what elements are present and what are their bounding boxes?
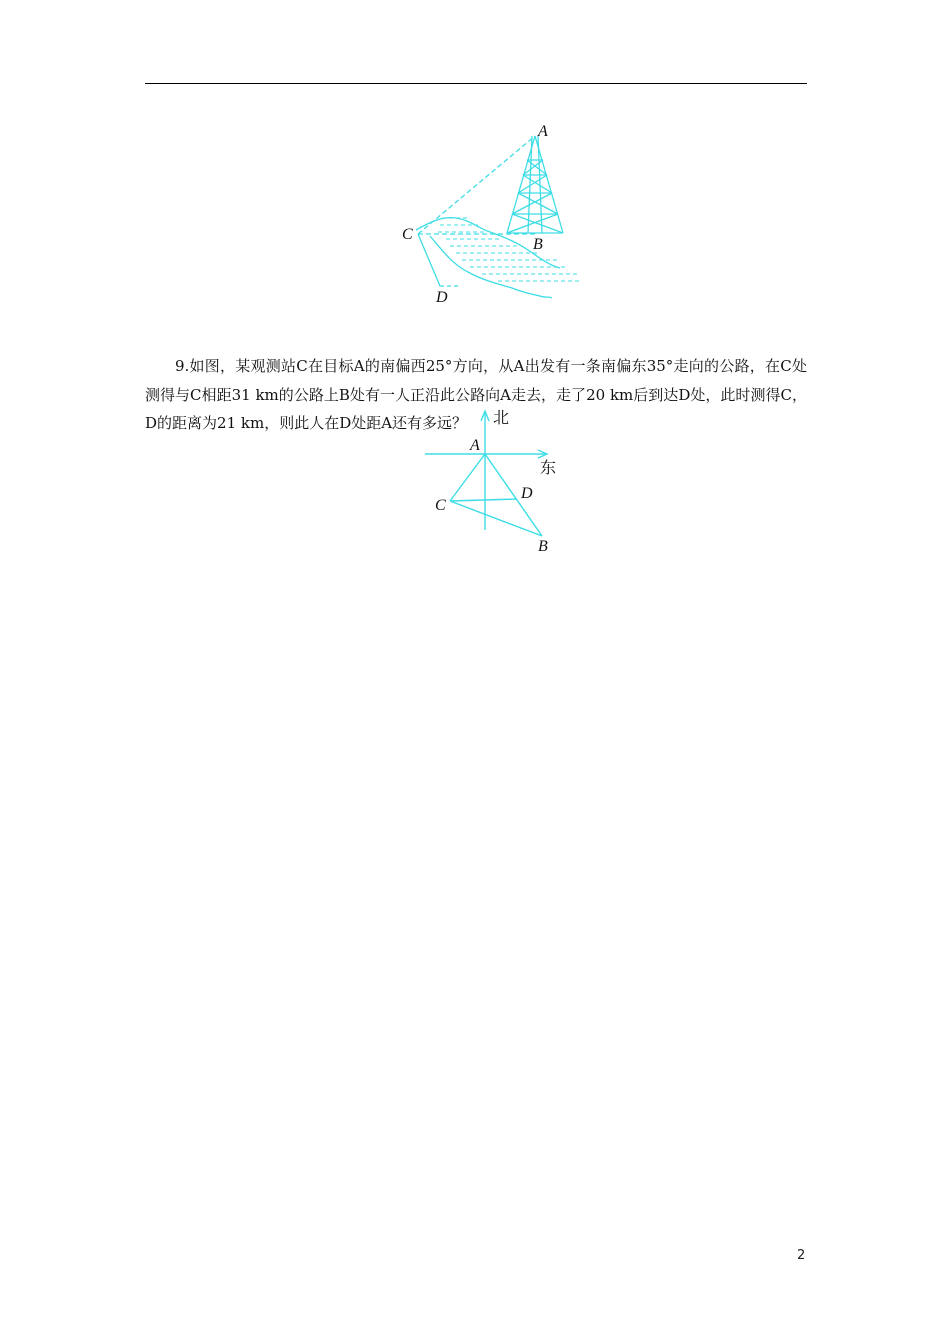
label-b: B xyxy=(533,236,543,253)
label-d: D xyxy=(521,485,533,502)
segment-cd xyxy=(450,499,517,501)
segment-cd xyxy=(418,234,440,286)
label-b: B xyxy=(538,538,548,555)
label-a: A xyxy=(470,437,480,454)
label-c: C xyxy=(402,226,413,243)
segment-ab xyxy=(485,454,542,536)
label-a: A xyxy=(538,123,548,140)
header-rule xyxy=(145,83,807,84)
segment-ac xyxy=(450,454,485,501)
problem-9-text: 9.如图，某观测站C在目标A的南偏西25°方向，从A出发有一条南偏东35°走向的公路，在C处测得与C相距31 km的公路上B处有一人正沿此公路向A走去，走了20 km后到达D处，此时测得C，D的距离为21 km，则此人在D处距A还有多远？ xyxy=(145,357,807,432)
sight-line-ca xyxy=(418,136,535,234)
tower-river-figure xyxy=(390,118,600,308)
label-north: 北 xyxy=(493,408,510,427)
label-d: D xyxy=(436,289,448,306)
label-c: C xyxy=(435,497,446,514)
compass-figure xyxy=(418,403,568,558)
segment-cb xyxy=(450,501,542,536)
river-bank-lower xyxy=(430,236,540,296)
river-water-lines xyxy=(438,218,582,281)
label-east: 东 xyxy=(540,458,557,477)
page-number: 2 xyxy=(797,1248,806,1263)
tower-icon xyxy=(507,136,563,233)
